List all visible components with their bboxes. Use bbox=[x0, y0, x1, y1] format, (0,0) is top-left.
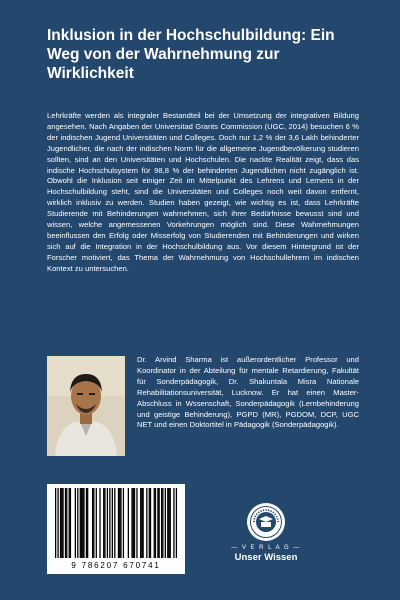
barcode-bar bbox=[150, 488, 151, 558]
barcode-bar bbox=[141, 488, 142, 558]
barcode-bar bbox=[62, 488, 63, 558]
barcode-bar bbox=[60, 488, 61, 558]
book-description: Lehrkräfte werden als integraler Bestandteil bei der Umsetzung der integrativen Bildung angesehen. Nach Angaben der Universitad Grants Commission (UGC, 2014) besuchen 6 % der indischen Jugend Universitäten und Colleges. Doch nur 1,2 % der 3,6 Lakh behinderter Jugendlicher, die nach der indischen Norm für die allgemeine Jugendbevölkerung studieren sollten, sind an den Universitäten und Hochschulen. Die nackte Realität zeigt, dass das indische Hochschulsystem für 98,8 % der behinderten Jugendlichen nicht zugänglich ist. Obwohl die Inklusion seit einiger Zeit im Mittelpunkt des Lehrens und Lernens in der Hochschulbildung steht, sind die Universitäten und Colleges noch weit davon entfernt, wirklich inklusiv zu werden. Studien haben gezeigt, wie wichtig es ist, dass Lehrkräfte Studierende mit Behinderungen wahrnehmen, sich ihrer Bedürfnisse bewusst sind und wissen, welche angemessenen Vorkehrungen möglich sind. Diese Wahrnehmungen beeinflussen den Erfolg oder Misserfolg von Studierenden mit Behinderungen und wirken sich auf die Integration in der Hochschulbildung aus. Vor diesem Hintergrund ist der Forscher motiviert, das Thema der Wahrnehmung von Hochschullehrern im indischen Kontext zu untersuchen. bbox=[47, 111, 359, 273]
barcode-bar bbox=[168, 488, 169, 558]
barcode-bar bbox=[167, 488, 168, 558]
barcode-bar bbox=[86, 488, 87, 558]
barcode-bar bbox=[114, 488, 115, 558]
publisher-verlag-label: — V E R L A G — bbox=[231, 545, 301, 551]
barcode-bar bbox=[65, 488, 66, 558]
publisher-name: Unser Wissen bbox=[234, 552, 298, 563]
publisher-seal-icon bbox=[246, 502, 286, 542]
barcode-bar bbox=[77, 488, 78, 558]
barcode-bar bbox=[80, 488, 81, 558]
barcode-bar bbox=[70, 488, 71, 558]
barcode-bar bbox=[61, 488, 62, 558]
barcode-bar bbox=[170, 488, 171, 558]
barcode-bar bbox=[155, 488, 156, 558]
barcode-bar bbox=[87, 488, 88, 558]
barcode-bar bbox=[142, 488, 143, 558]
barcode-bar bbox=[118, 488, 119, 558]
barcode-bar bbox=[162, 488, 163, 558]
barcode-bar bbox=[157, 488, 158, 558]
barcode-bar bbox=[149, 488, 150, 558]
barcode-bar bbox=[140, 488, 141, 558]
barcode-bar bbox=[93, 488, 94, 558]
author-photo bbox=[47, 356, 125, 456]
barcode-bar bbox=[109, 488, 110, 558]
barcode-bar bbox=[82, 488, 83, 558]
barcode-bar bbox=[146, 488, 147, 558]
barcode-bar bbox=[173, 488, 174, 558]
barcode-bar bbox=[107, 488, 108, 558]
barcode-bar bbox=[92, 488, 93, 558]
barcode-bar bbox=[96, 488, 97, 558]
barcode-bar bbox=[134, 488, 135, 558]
book-title: Inklusion in der Hochschulbildung: Ein Weg von der Wahrnehmung zur Wirklichkeit bbox=[47, 27, 335, 82]
barcode-bars bbox=[47, 488, 185, 560]
barcode-bar bbox=[99, 488, 100, 558]
barcode-bar bbox=[119, 488, 120, 558]
barcode-bar bbox=[55, 488, 56, 558]
barcode-bar bbox=[161, 488, 162, 558]
publisher-logo bbox=[226, 502, 306, 563]
barcode-bar bbox=[103, 488, 104, 558]
barcode-bar bbox=[123, 488, 124, 558]
barcode-bar bbox=[133, 488, 134, 558]
barcode-bar bbox=[176, 488, 177, 558]
barcode-bar bbox=[83, 488, 84, 558]
barcode-bar bbox=[131, 488, 132, 558]
barcode-bar bbox=[165, 488, 166, 558]
barcode-bar bbox=[136, 488, 137, 558]
barcode-bar bbox=[104, 488, 105, 558]
barcode-bar bbox=[69, 488, 70, 558]
barcode-bar bbox=[112, 488, 113, 558]
barcode-bar bbox=[120, 488, 121, 558]
author-biography: Dr. Arvind Sharma ist außerordentlicher Professor und Koordinator in der Abteilung für mentale Retardierung, Fakultät für Sonderpädagogik, Dr. Shakuntala Misra Nationale Rehabilitationsuniversität, Lucknow. Er hat einen Master-Abschluss in Wssenschaft, Sonderpädagogik (Lernbehinderung und geistige Behinderung), PGPD (MR), PGDOM, DCP, UGC NET und einen Doktortitel in Pädagogik (Sonderpädagogik). bbox=[137, 355, 359, 430]
isbn-number: 9 786207 670741 bbox=[71, 561, 161, 570]
barcode-bar bbox=[154, 488, 155, 558]
barcode-bar bbox=[57, 488, 58, 558]
barcode-bar bbox=[66, 488, 67, 558]
barcode-bar bbox=[159, 488, 160, 558]
barcode-bar bbox=[81, 488, 82, 558]
author-portrait-illustration bbox=[47, 356, 125, 456]
barcode-bar bbox=[128, 488, 129, 558]
barcode-bar bbox=[75, 488, 76, 558]
isbn-barcode bbox=[47, 484, 185, 574]
